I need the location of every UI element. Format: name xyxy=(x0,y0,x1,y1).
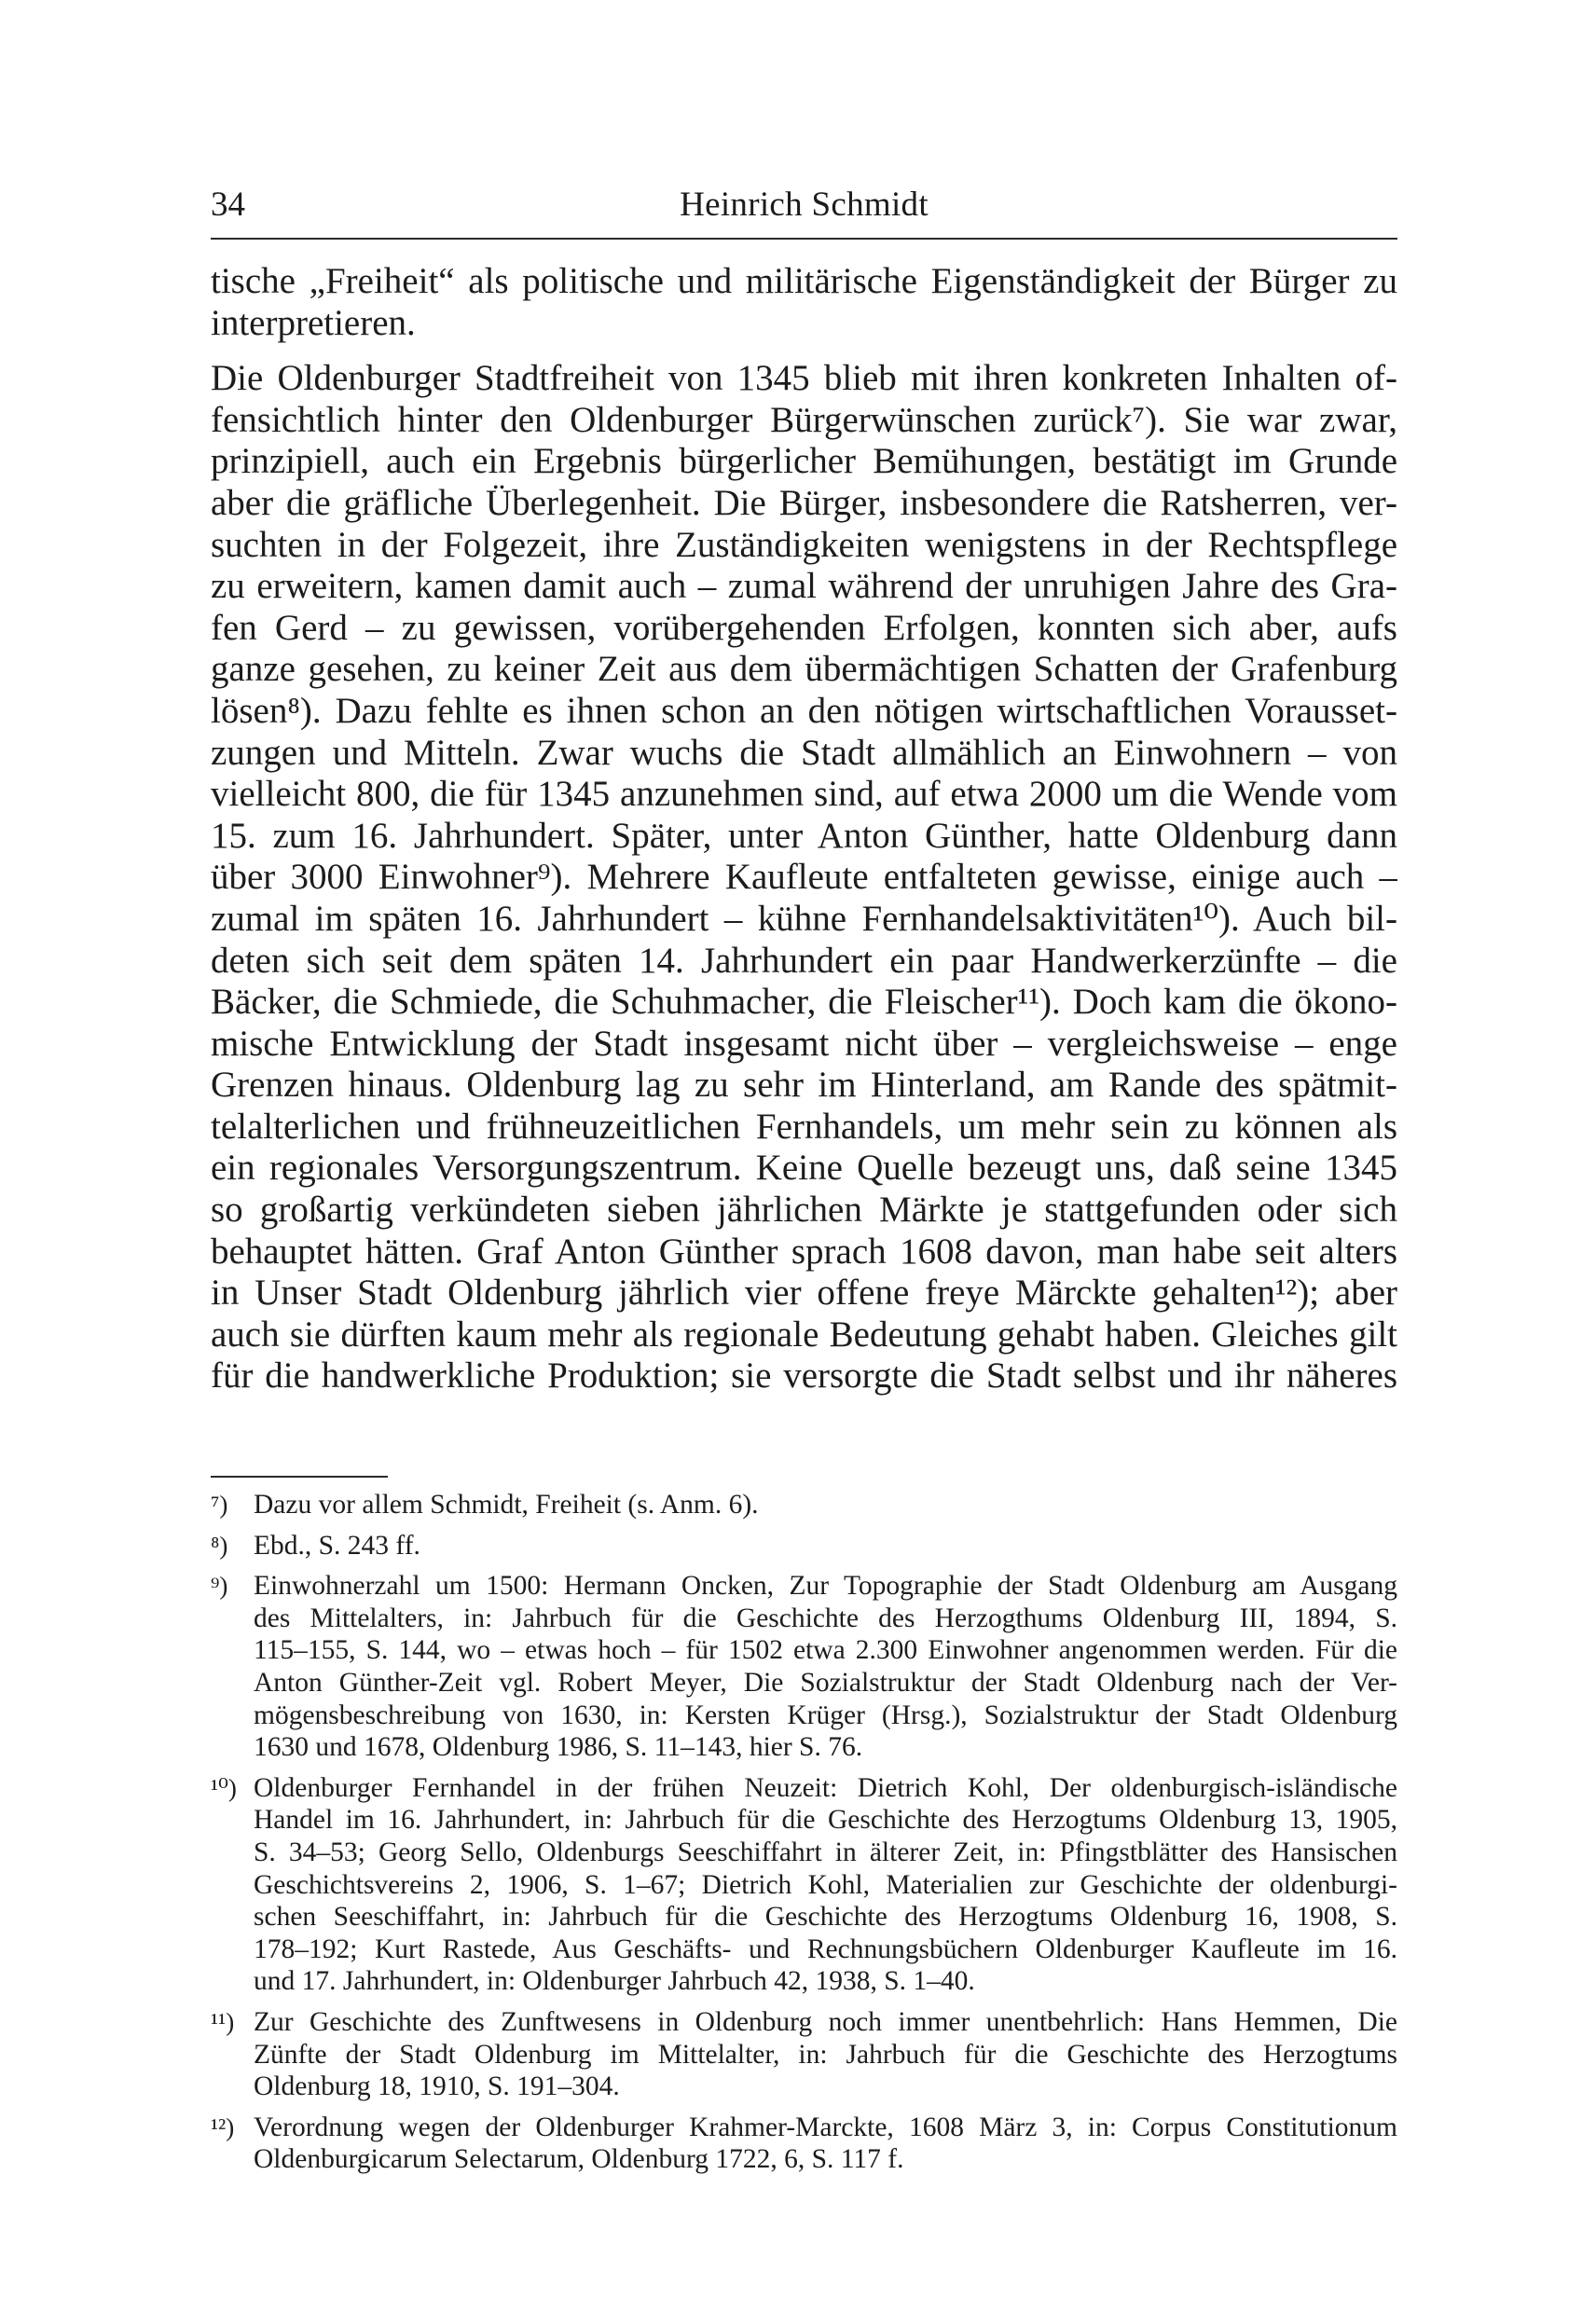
body-line: vielleicht 800, die für 1345 anzunehmen sind, auf etwa 2000 um die Wende vom xyxy=(211,774,1397,815)
footnotes xyxy=(211,1489,1397,2184)
footnote-line: Verordnung wegen der Oldenburger Krahmer-Marckte, 1608 März 3, in: Corpus Constitutionum xyxy=(254,2112,1397,2142)
body-line: so großartig verkündeten sieben jährlichen Märkte je stattgefunden oder sich xyxy=(211,1190,1397,1231)
footnote-line: Anton Günther-Zeit vgl. Robert Meyer, Die Sozialstruktur der Stadt Oldenburg nach der Ver- xyxy=(254,1667,1397,1698)
body-line: über 3000 Einwohner⁹). Mehrere Kaufleute entfalteten gewisse, einige auch – xyxy=(211,857,1397,898)
footnote xyxy=(211,1772,1397,1998)
running-head: Heinrich Schmidt xyxy=(680,186,929,224)
body-line: fensichtlich hinter den Oldenburger Bürgerwünschen zurück⁷). Sie war zwar, xyxy=(211,399,1397,440)
body-line: auch sie dürften kaum mehr als regionale Bedeutung gehabt haben. Gleiches gilt xyxy=(211,1314,1397,1355)
footnote-line: Zünfte der Stadt Oldenburg im Mittelalter, in: Jahrbuch für die Geschichte des Herzogtums xyxy=(254,2039,1397,2070)
footnote-line: mögensbeschreibung von 1630, in: Kersten Krüger (Hrsg.), Sozialstruktur der Stadt Oldenburg xyxy=(254,1700,1397,1730)
body-line: mische Entwicklung der Stadt insgesamt nicht über – vergleichsweise – enge xyxy=(211,1023,1397,1064)
footnote-line: und 17. Jahrhundert, in: Oldenburger Jahrbuch 42, 1938, S. 1–40. xyxy=(254,1966,975,1997)
body-line: deten sich seit dem späten 14. Jahrhundert ein paar Handwerkerzünfte – die xyxy=(211,940,1397,981)
body-line: Grenzen hinaus. Oldenburg lag zu sehr im Hinterland, am Rande des spätmit- xyxy=(211,1065,1397,1106)
footnote xyxy=(211,2112,1397,2176)
body-line: zumal im späten 16. Jahrhundert – kühne Fernhandelsaktivitäten¹⁰). Auch bil- xyxy=(211,898,1397,939)
footnote-line: Oldenburger Fernhandel in der frühen Neuzeit: Dietrich Kohl, Der oldenburgisch-isländische xyxy=(254,1772,1397,1803)
body-line: 15. zum 16. Jahrhundert. Später, unter Anton Günther, hatte Oldenburg dann xyxy=(211,815,1397,856)
footnote-mark: ¹²) xyxy=(211,2112,235,2141)
body-line: Die Oldenburger Stadtfreiheit von 1345 blieb mit ihren konkreten Inhalten of- xyxy=(211,358,1397,399)
footnote-line: Oldenburg 18, 1910, S. 191–304. xyxy=(254,2071,620,2102)
body-line: prinzipiell, auch ein Ergebnis bürgerlicher Bemühungen, bestätigt im Grunde xyxy=(211,441,1397,482)
body-line: ein regionales Versorgungszentrum. Keine Quelle bezeugt uns, daß seine 1345 xyxy=(211,1148,1397,1189)
footnote-mark: ¹¹) xyxy=(211,2007,235,2036)
page-header xyxy=(211,183,1397,227)
page-number: 34 xyxy=(211,186,245,224)
footnote-mark: ⁹) xyxy=(211,1572,228,1601)
body-line: telalterlichen und frühneuzeitlichen Fernhandels, um mehr sein zu können als xyxy=(211,1106,1397,1147)
footnote xyxy=(211,1489,1397,1521)
header-rule xyxy=(211,238,1397,240)
footnote-line: Ebd., S. 243 ff. xyxy=(254,1530,420,1561)
footnote-line: Dazu vor allem Schmidt, Freiheit (s. Anm. 6). xyxy=(254,1490,759,1520)
footnote-line: Zur Geschichte des Zunftwesens in Oldenburg noch immer unentbehrlich: Hans Hemmen, Die xyxy=(254,2006,1397,2037)
footnote-line: schen Seeschiffahrt, in: Jahrbuch für die Geschichte des Herzogtums Oldenburg 16, 1908, S. xyxy=(254,1902,1397,1933)
body-line: ganze gesehen, zu keiner Zeit aus dem übermächtigen Schatten der Grafenburg xyxy=(211,649,1397,690)
footnote-line: des Mittelalters, in: Jahrbuch für die Geschichte des Herzogthums Oldenburg III, 1894, S. xyxy=(254,1603,1397,1633)
footnote xyxy=(211,1570,1397,1764)
body-line: zungen und Mitteln. Zwar wuchs die Stadt allmählich an Einwohnern – von xyxy=(211,732,1397,773)
footnote-line: S. 34–53; Georg Sello, Oldenburgs Seeschiffahrt in älterer Zeit, in: Pfingstblätter des Hansischen xyxy=(254,1837,1397,1867)
body-line: tische „Freiheit“ als politische und militärische Eigenständigkeit der Bürger zu xyxy=(211,261,1397,301)
body-line: behauptet hätten. Graf Anton Günther sprach 1608 davon, man habe seit alters xyxy=(211,1231,1397,1272)
body-line: Bäcker, die Schmiede, die Schuhmacher, die Fleischer¹¹). Doch kam die ökono- xyxy=(211,982,1397,1023)
footnote xyxy=(211,1530,1397,1562)
footnote-mark: ¹⁰) xyxy=(211,1773,237,1802)
body-line: lösen⁸). Dazu fehlte es ihnen schon an den nötigen wirtschaftlichen Vorausset- xyxy=(211,690,1397,731)
body-line: fen Gerd – zu gewissen, vorübergehenden Erfolgen, konnten sich aber, aufs xyxy=(211,607,1397,648)
footnote-line: Geschichtsvereins 2, 1906, S. 1–67; Dietrich Kohl, Materialien zur Geschichte der oldenburgi- xyxy=(254,1869,1397,1900)
footnote-line: Oldenburgicarum Selectarum, Oldenburg 1722, 6, S. 117 f. xyxy=(254,2144,904,2175)
body-line: in Unser Stadt Oldenburg jährlich vier offene freye Märckte gehalten¹²); aber xyxy=(211,1273,1397,1314)
footnote-mark: ⁸) xyxy=(211,1531,228,1560)
footnote-rule xyxy=(211,1476,388,1478)
footnote-line: 1630 und 1678, Oldenburg 1986, S. 11–143, hier S. 76. xyxy=(254,1732,863,1763)
footnote-line: 178–192; Kurt Rastede, Aus Geschäfts- und Rechnungsbüchern Oldenburger Kaufleute im 16. xyxy=(254,1934,1397,1964)
body-line: für die handwerkliche Produktion; sie versorgte die Stadt selbst und ihr näheres xyxy=(211,1356,1397,1397)
body-text xyxy=(211,261,1397,1397)
footnote-line: Einwohnerzahl um 1500: Hermann Oncken, Zur Topographie der Stadt Oldenburg am Ausgang xyxy=(254,1571,1397,1602)
body-line: zu erweitern, kamen damit auch – zumal während der unruhigen Jahre des Gra- xyxy=(211,566,1397,607)
footnote-mark: ⁷) xyxy=(211,1491,228,1519)
footnote xyxy=(211,2006,1397,2103)
body-line: suchten in der Folgezeit, ihre Zuständigkeiten wenigstens in der Rechtspflege xyxy=(211,524,1397,565)
body-line: interpretieren. xyxy=(211,302,416,343)
footnote-line: Handel im 16. Jahrhundert, in: Jahrbuch für die Geschichte des Herzogtums Oldenburg 13, 1905, xyxy=(254,1805,1397,1836)
footnote-line: 115–155, S. 144, wo – etwas hoch – für 1502 etwa 2.300 Einwohner angenommen werden. Für die xyxy=(254,1635,1397,1666)
body-line: aber die gräfliche Überlegenheit. Die Bürger, insbesondere die Ratsherren, ver- xyxy=(211,482,1397,523)
